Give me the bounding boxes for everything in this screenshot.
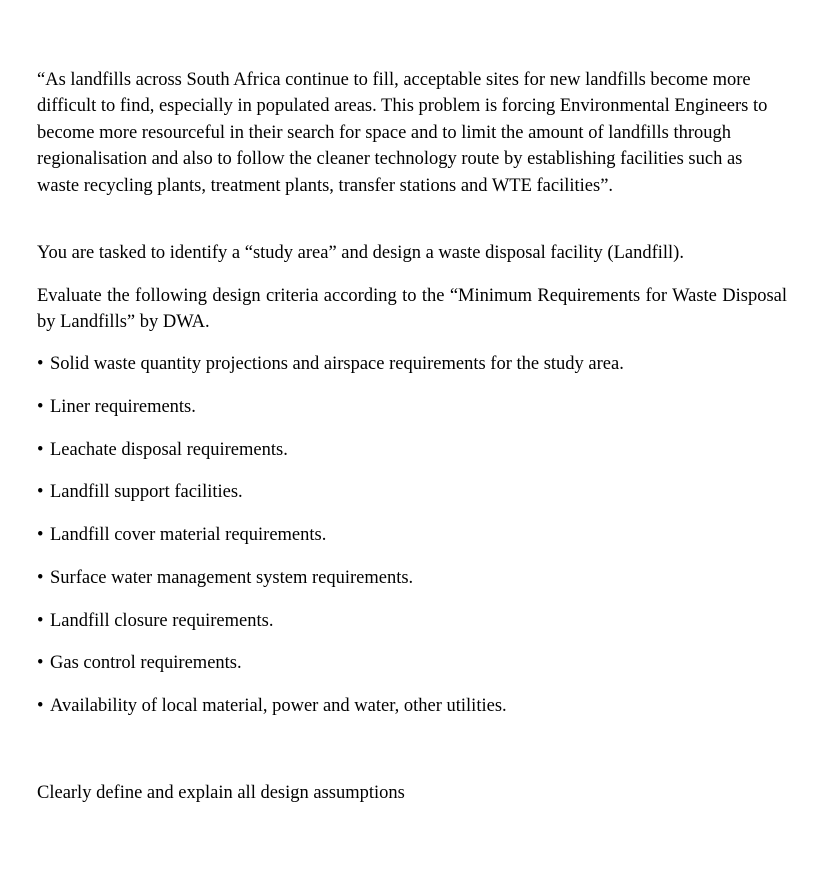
bullet-icon: • [37,653,44,674]
list-item-text: Solid waste quantity projections and airspace requirements for the study area. [50,354,624,374]
list-item-text: Availability of local material, power and water, other utilities. [50,696,507,716]
list-item [37,650,797,693]
task-paragraph: You are tasked to identify a “study area” and design a waste disposal facility (Landfill). [37,243,684,263]
list-item-text: Landfill support facilities. [50,482,243,503]
list-item [37,394,797,437]
bullet-icon: • [37,354,44,374]
list-item [37,479,797,522]
intro-quote-paragraph: “As landfills across South Africa continue to fill, acceptable sites for new landfills become more difficult to find, especially in populated areas. This problem is forcing Environmental Engineers to become more resourceful in their search for space and to limit the amount of landfills through regionalisation and also to follow the cleaner technology route by establishing facilities such as waste recycling plants, treatment plants, transfer stations and WTE facilities”. [37,70,768,196]
bullet-icon: • [37,567,44,588]
bullet-icon: • [37,610,44,631]
list-item-text: Liner requirements. [50,396,196,417]
bullet-icon: • [37,439,44,460]
list-item [37,437,797,480]
evaluate-criteria-paragraph: Evaluate the following design criteria according to the “Minimum Requirements for Waste Disposal by Landfills” by DWA. [37,286,787,333]
list-item-text: Landfill closure requirements. [50,610,274,631]
bullet-icon: • [37,696,44,716]
list-item-text: Gas control requirements. [50,653,242,674]
bullet-icon: • [37,525,44,545]
list-item-text: Leachate disposal requirements. [50,439,288,460]
list-item [37,565,797,608]
list-item [37,351,797,394]
list-item [37,608,797,651]
list-item [37,693,797,736]
list-item [37,522,797,565]
list-item-text: Landfill cover material requirements. [50,525,327,545]
bullet-icon: • [37,396,44,417]
list-item-text: Surface water management system requirements. [50,567,414,588]
bullet-icon: • [37,482,44,503]
assumptions-paragraph: Clearly define and explain all design assumptions [37,783,405,803]
design-criteria-list [37,351,797,736]
